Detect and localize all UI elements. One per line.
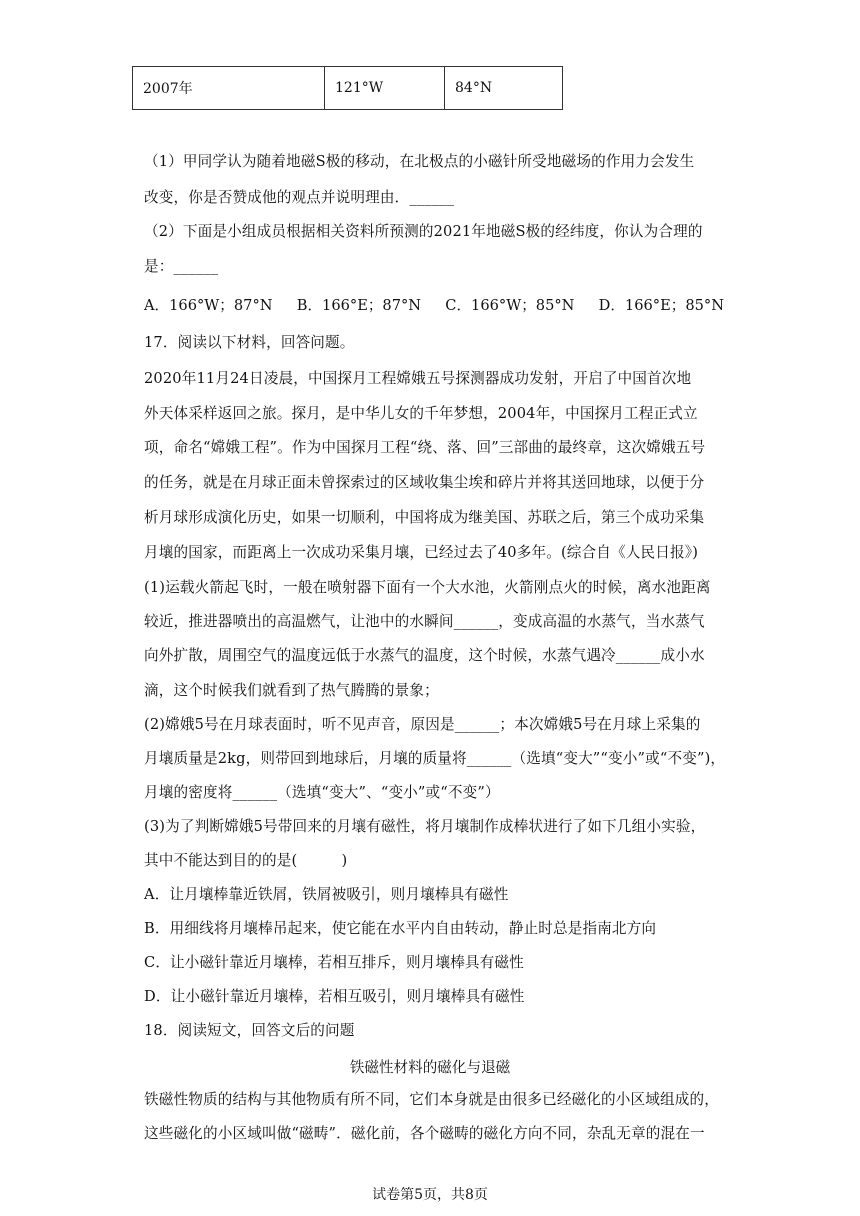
q17-sub1-line1: (1)运载火箭起飞时，一般在喷射器下面有一个大水池，火箭刚点火的时候，离水池距离 <box>144 579 711 596</box>
q17-sub3-line2: 其中不能达到目的的是( ) <box>144 852 348 869</box>
q17-sub1-line3: 向外扩散，周围空气的温度远低于水蒸气的温度，这个时候，水蒸气遇冷______成小水 <box>144 647 705 664</box>
q17-option-c: C．让小磁针靠近月壤棒，若相互排斥，则月壤棒具有磁性 <box>144 954 524 971</box>
q16-options <box>144 294 724 315</box>
passage-title: 铁磁性材料的磁化与退磁 <box>349 1059 511 1076</box>
q16-option-d: D．166°E；85°N <box>598 297 724 314</box>
table-row <box>133 67 563 110</box>
q17-material-line3: 项，命名“嫦娥工程”。作为中国探月工程“绕、落、回”三部曲的最终章，这次嫦娥五号 <box>144 439 706 456</box>
q18-passage-line1: 铁磁性物质的结构与其他物质有所不同，它们本身就是由很多已经磁化的小区域组成的， <box>144 1091 720 1108</box>
q17-heading: 17．阅读以下材料，回答问题。 <box>144 334 355 351</box>
q17-sub2-line1: (2)嫦娥5号在月球表面时，听不见声音，原因是______；本次嫦娥5号在月球上采集的 <box>144 716 701 733</box>
q17-material-line2: 外天体采样返回之旅。探月，是中华儿女的千年梦想，2004年，中国探月工程正式立 <box>144 405 698 422</box>
q17-sub1-line4: 滴，这个时候我们就看到了热气腾腾的景象； <box>144 682 439 699</box>
table-cell-longitude: 121°W <box>325 67 445 110</box>
q16-part1-line2: 改变，你是否赞成他的观点并说明理由．______ <box>144 189 455 206</box>
q17-option-a: A．让月壤棒靠近铁屑，铁屑被吸引，则月壤棒具有磁性 <box>144 886 509 903</box>
page-footer: 试卷第5页，共8页 <box>372 1187 488 1203</box>
data-table <box>132 66 563 110</box>
table-cell-year: 2007年 <box>133 67 325 110</box>
q17-material-line5: 析月球形成演化历史，如果一切顺利，中国将成为继美国、苏联之后，第三个成功采集 <box>144 509 705 526</box>
q17-material-line1: 2020年11月24日凌晨，中国探月工程嫦娥五号探测器成功发射，开启了中国首次地 <box>144 370 692 387</box>
q16-option-a: A．166°W；87°N <box>144 297 273 314</box>
q18-passage-line2: 这些磁化的小区域叫做“磁畴”．磁化前，各个磁畴的磁化方向不同，杂乱无章的混在一 <box>144 1125 705 1142</box>
q16-part2-line2: 是：______ <box>144 258 219 275</box>
table-cell-latitude: 84°N <box>445 67 563 110</box>
q17-sub2-line3: 月壤的密度将______（选填“变大”、“变小”或“不变”） <box>144 784 500 801</box>
q17-sub1-line2: 较近，推进器喷出的高温燃气，让池中的水瞬间______，变成高温的水蒸气，当水蒸气 <box>144 613 705 630</box>
q18-heading: 18．阅读短文，回答文后的问题 <box>144 1022 355 1039</box>
q17-option-b: B．用细线将月壤棒吊起来，使它能在水平内自由转动，静止时总是指南北方向 <box>144 920 657 937</box>
q16-part1-line1: （1）甲同学认为随着地磁S极的移动，在北极点的小磁针所受地磁场的作用力会发生 <box>144 153 695 170</box>
q17-material-line6: 月壤的国家，而距离上一次成功采集月壤，已经过去了40多年。(综合自《人民日报》) <box>144 544 699 561</box>
q17-option-d: D．让小磁针靠近月壤棒，若相互吸引，则月壤棒具有磁性 <box>144 988 525 1005</box>
q16-part2-line1: （2）下面是小组成员根据相关资料所预测的2021年地磁S极的经纬度，你认为合理的 <box>144 223 703 240</box>
q17-sub3-line1: (3)为了判断嫦娥5号带回来的月壤有磁性，将月壤制作成棒状进行了如下几组小实验， <box>144 818 706 835</box>
q17-sub2-line2: 月壤质量是2kg，则带回到地球后，月壤的质量将______（选填“变大”“变小”或“不变”)， <box>144 750 726 767</box>
q17-material-line4: 的任务，就是在月球正面未曾探索过的区域收集尘埃和碎片并将其送回地球，以便于分 <box>144 474 705 491</box>
q16-option-c: C．166°W；85°N <box>445 297 575 314</box>
q16-option-b: B．166°E；87°N <box>296 297 422 314</box>
